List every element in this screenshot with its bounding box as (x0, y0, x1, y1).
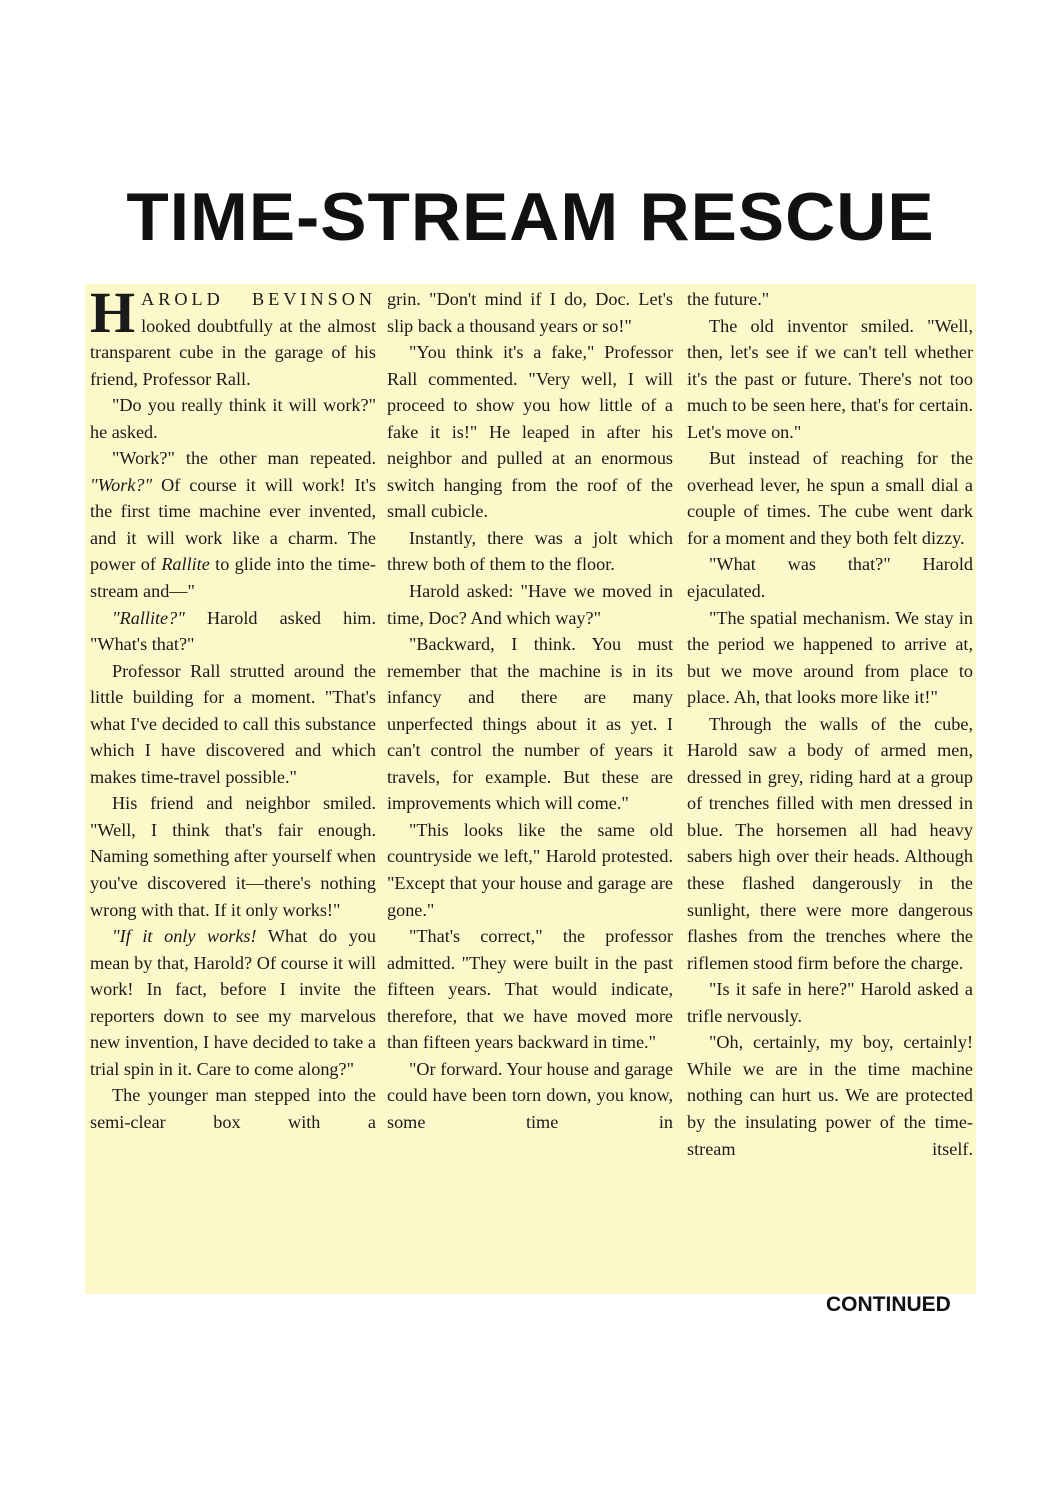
text-run: "What was that?" Harold ejaculated. (687, 554, 973, 602)
paragraph (387, 525, 673, 578)
text-run: The younger man stepped into the semi-clear box with a (90, 1085, 376, 1132)
text-column-1 (90, 280, 376, 1136)
text-run: "The spatial mechanism. We stay in the period we happened to arrive at, but we move around from place to place. Ah, that looks more like it!" (687, 607, 973, 708)
text-run: "Do you really think it will work?" he asked. (90, 395, 376, 442)
paragraph (687, 1029, 973, 1162)
text-run: Through the walls of the cube, Harold saw a body of armed men, dressed in grey, riding hard at a group of trenches filled with men dressed in blue. The horsemen all had heavy sabers high over their heads. Although these flashed dangerously in the sunlight, there were more dangerous flashes from the trenches where the riflemen stood firm before the charge. (687, 713, 973, 973)
text-run: "This looks like the same old countryside we left," Harold protested. "Except that your house and garage are gone." (387, 819, 673, 920)
text-run: What do you mean by that, Harold? Of course it will work! In fact, before I invite the reporters down to see my marvelous new invention, I have decided to take a trial spin in it. Care to come along?" (90, 926, 376, 1079)
paragraph (90, 280, 376, 392)
italic-text: "If it only works! (112, 926, 257, 947)
text-column-2 (387, 286, 673, 1136)
text-run: grin. "Don't mind if I do, Doc. Let's slip back a thousand years or so!" (387, 289, 673, 336)
italic-text: Rallite (161, 554, 210, 575)
text-run: Of course it will work! It's the first time machine ever invented, and it will work like a charm. The power of (90, 474, 376, 575)
text-run: the future." (687, 289, 770, 309)
paragraph (387, 339, 673, 525)
paragraph (90, 392, 376, 445)
paragraph (387, 631, 673, 817)
text-column-3 (687, 286, 973, 1162)
paragraph (687, 551, 973, 604)
paragraph (387, 817, 673, 923)
text-run: But instead of reaching for the overhead lever, he spun a small dial a couple of times. The cube went dark for a moment and they both felt dizzy. (687, 448, 973, 548)
text-run: The old inventor smiled. "Well, then, let's see if we can't tell whether it's the past or future. There's not too much to be seen here, that's for certain. Let's move on." (687, 315, 973, 442)
text-run: Harold asked him. "What's that?" (90, 607, 376, 655)
paragraph (90, 445, 376, 604)
paragraph (687, 286, 973, 313)
paragraph (387, 1056, 673, 1136)
paragraph (687, 711, 973, 976)
paragraph (387, 286, 673, 339)
text-run: Instantly, there was a jolt which threw both of them to the floor. (387, 527, 673, 575)
text-run: "Work?" the other man repeated. (112, 448, 376, 469)
paragraph (90, 658, 376, 791)
paragraph (90, 790, 376, 923)
paragraph (387, 578, 673, 631)
opening-small-caps: AROLD BEVINSON (141, 289, 376, 309)
story-text-box (85, 280, 976, 1294)
text-run: His friend and neighbor smiled. "Well, I think that's fair enough. Naming something after yourself when you've discovered it—there's nothing wrong with that. If it only works!" (90, 793, 376, 920)
text-run: "Or forward. Your house and garage could have been torn down, you know, some time in (387, 1058, 673, 1132)
text-run: Harold asked: "Have we moved in time, Doc? And which way?" (387, 581, 673, 628)
text-run: "You think it's a fake," Professor Rall commented. "Very well, I will proceed to show you how little of a fake it is!" He leaped in after his neighbor and pulled at an enormous switch hanging from the roof of the small cubicle. (387, 342, 673, 522)
text-run: "Backward, I think. You must remember that the machine is in its infancy and there are many unperfected things about it as yet. I can't control the number of years it travels, for example. But these are improvements which will come." (387, 634, 673, 814)
paragraph (387, 923, 673, 1056)
text-run: to glide into the time-stream and—" (90, 554, 376, 602)
italic-text: "Work?" (90, 474, 153, 495)
paragraph (90, 923, 376, 1082)
text-run: "Is it safe in here?" Harold asked a trifle nervously. (687, 979, 973, 1026)
story-title: TIME-STREAM RESCUE (126, 179, 935, 255)
drop-cap: H (90, 280, 136, 345)
paragraph (687, 313, 973, 446)
text-run: looked doubtfully at the almost transparent cube in the garage of his friend, Professor Rall. (90, 315, 376, 389)
text-run: Professor Rall strutted around the little building for a moment. "That's what I've decided to call this substance which I have discovered and which makes time-travel possible." (90, 660, 376, 787)
paragraph (687, 976, 973, 1029)
paragraph (687, 605, 973, 711)
continued-label: CONTINUED (826, 1293, 951, 1316)
paragraph (90, 1082, 376, 1135)
text-run: "That's correct," the professor admitted. "They were built in the past fifteen years. That would indicate, therefore, that we have moved more than fifteen years backward in time." (387, 926, 673, 1053)
text-run: "Oh, certainly, my boy, certainly! While we are in the time machine nothing can hurt us. We are protected by the insulating power of the time-stream itself. (687, 1032, 973, 1159)
italic-text: "Rallite?" (112, 607, 185, 628)
paragraph (90, 605, 376, 658)
paragraph (687, 445, 973, 551)
